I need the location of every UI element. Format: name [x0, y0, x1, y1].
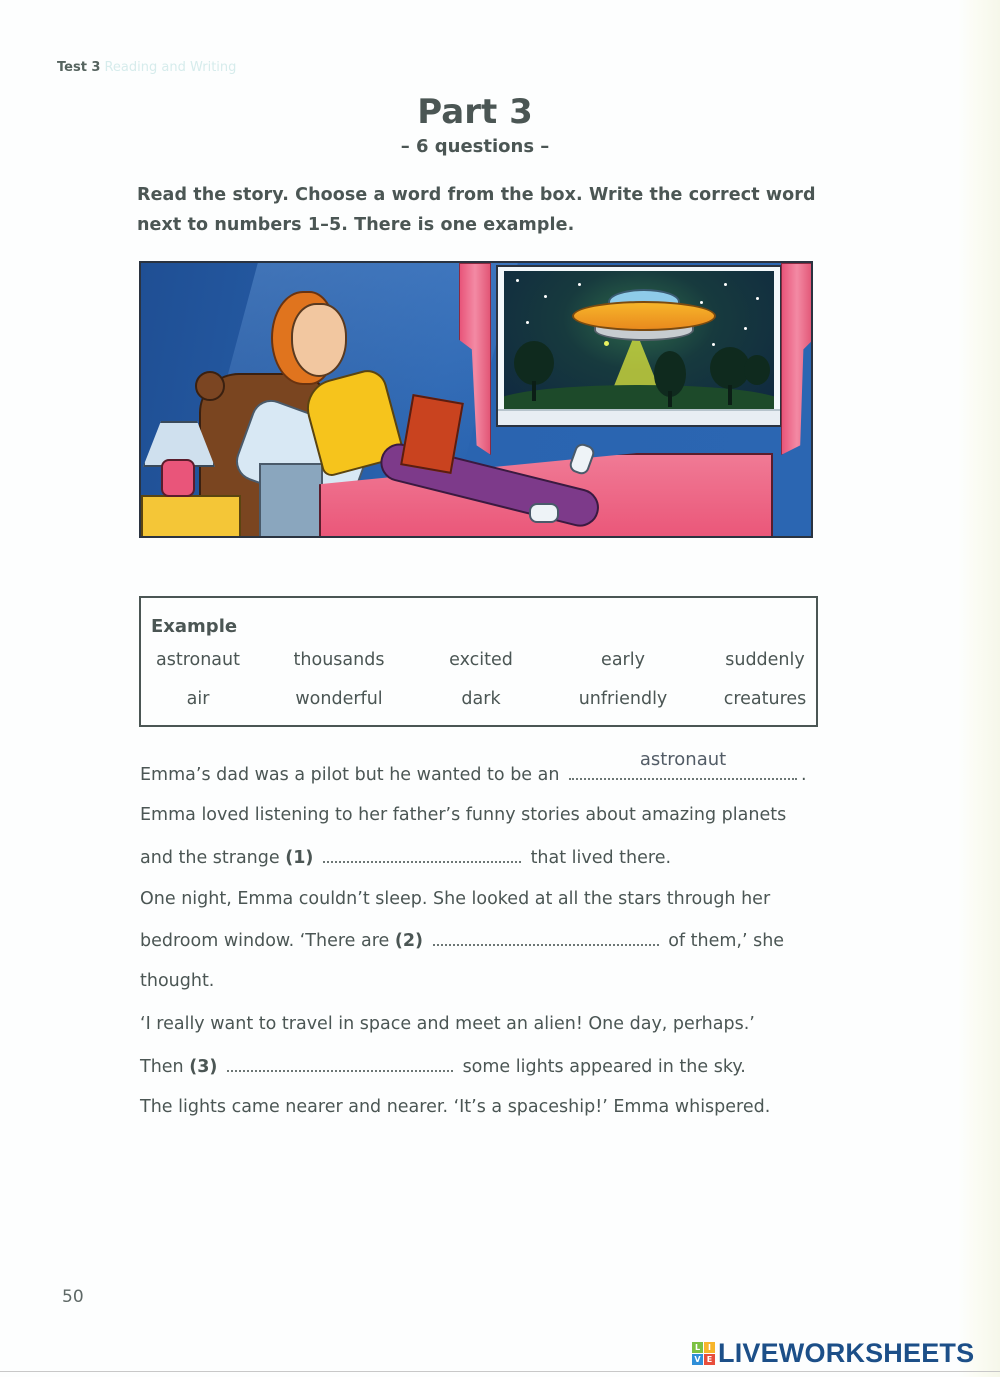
tree — [744, 355, 770, 385]
star-icon — [544, 295, 547, 298]
star-icon — [756, 297, 759, 300]
night-sky — [504, 271, 774, 409]
story-text-segment: that lived there. — [530, 848, 672, 868]
liveworksheets-logo-icon — [692, 1342, 715, 1365]
logo-letter: V — [692, 1354, 703, 1365]
answer-blank-1[interactable] — [323, 847, 521, 863]
story-text-segment: bedroom window. ‘There are — [140, 931, 390, 951]
brand-text: LIVEWORKSHEETS — [718, 1337, 975, 1368]
tree-trunk — [728, 385, 732, 405]
sock — [529, 503, 559, 523]
word-option: unfriendly — [578, 689, 668, 709]
star-icon — [516, 279, 519, 282]
word-box — [139, 596, 818, 727]
example-answer: astronaut — [639, 749, 727, 770]
star-icon — [744, 327, 747, 330]
star-icon — [526, 321, 529, 324]
example-label: Example — [151, 616, 238, 637]
word-option: dark — [461, 689, 501, 709]
window — [496, 265, 782, 427]
word-option: thousands — [293, 650, 385, 670]
window-sill — [498, 409, 780, 425]
question-number-3: (3) — [189, 1057, 218, 1077]
story-text-segment: and the strange — [140, 848, 280, 868]
answer-blank-3[interactable] — [227, 1056, 453, 1072]
story-text-segment: some lights appeared in the sky. — [462, 1057, 746, 1077]
answer-blank-2[interactable] — [433, 930, 659, 946]
tree-trunk — [668, 391, 672, 407]
word-option: early — [601, 650, 645, 670]
story-line: ‘I really want to travel in space and meet an alien! One day, perhaps.’ — [140, 1014, 755, 1034]
tree — [514, 341, 554, 385]
story-line-example — [140, 749, 807, 785]
story-line: One night, Emma couldn’t sleep. She looked at all the stars through her — [140, 889, 771, 909]
curtain-right — [781, 263, 813, 455]
word-option: astronaut — [156, 650, 240, 670]
faded-section-label: Reading and Writing — [104, 60, 237, 75]
star-icon — [724, 283, 727, 286]
nightstand — [141, 495, 241, 538]
word-option: suddenly — [725, 650, 805, 670]
page-subtitle: – 6 questions – — [400, 136, 550, 157]
blanket — [259, 463, 323, 538]
story-line-q1 — [140, 847, 671, 868]
lamp-icon — [161, 459, 195, 497]
word-option: air — [186, 689, 210, 709]
ufo-icon — [572, 301, 716, 331]
star-icon — [700, 301, 703, 304]
test-label — [57, 60, 236, 75]
story-illustration — [139, 261, 813, 538]
word-option: creatures — [723, 689, 807, 709]
star-icon — [578, 283, 581, 286]
story-line-q3 — [140, 1056, 746, 1077]
page-edge-shading — [958, 0, 1000, 1377]
word-option: wonderful — [295, 689, 383, 709]
test-label-text: Test 3 — [57, 60, 101, 75]
story-line: thought. — [140, 971, 215, 991]
question-number-1: (1) — [285, 848, 314, 868]
story-line: Emma loved listening to her father’s funny stories about amazing planets — [140, 805, 787, 825]
example-answer-blank — [569, 749, 797, 780]
tree-trunk — [532, 381, 536, 401]
word-option: excited — [449, 650, 513, 670]
story-text-segment: Emma’s dad was a pilot but he wanted to be an — [140, 765, 560, 785]
question-number-2: (2) — [394, 931, 424, 951]
page-number: 50 — [62, 1287, 84, 1307]
story-line-q2 — [140, 930, 784, 951]
page-title: Part 3 — [417, 92, 533, 132]
story-text-segment: . — [801, 765, 807, 785]
story-text-segment: of them,’ she — [668, 931, 785, 951]
bottom-divider — [0, 1371, 1000, 1372]
liveworksheets-brand[interactable] — [692, 1337, 974, 1369]
girl-head — [291, 303, 347, 377]
instructions: Read the story. Choose a word from the box. Write the correct word next to numbers 1–5. There is one example. — [137, 185, 816, 235]
headboard-knob — [195, 371, 225, 401]
logo-letter: I — [704, 1342, 715, 1353]
story-text-segment: Then — [140, 1057, 184, 1077]
star-icon — [712, 343, 715, 346]
story-line: The lights came nearer and nearer. ‘It’s a spaceship!’ Emma whispered. — [140, 1097, 771, 1117]
logo-letter: E — [704, 1354, 715, 1365]
logo-letter: L — [692, 1342, 703, 1353]
